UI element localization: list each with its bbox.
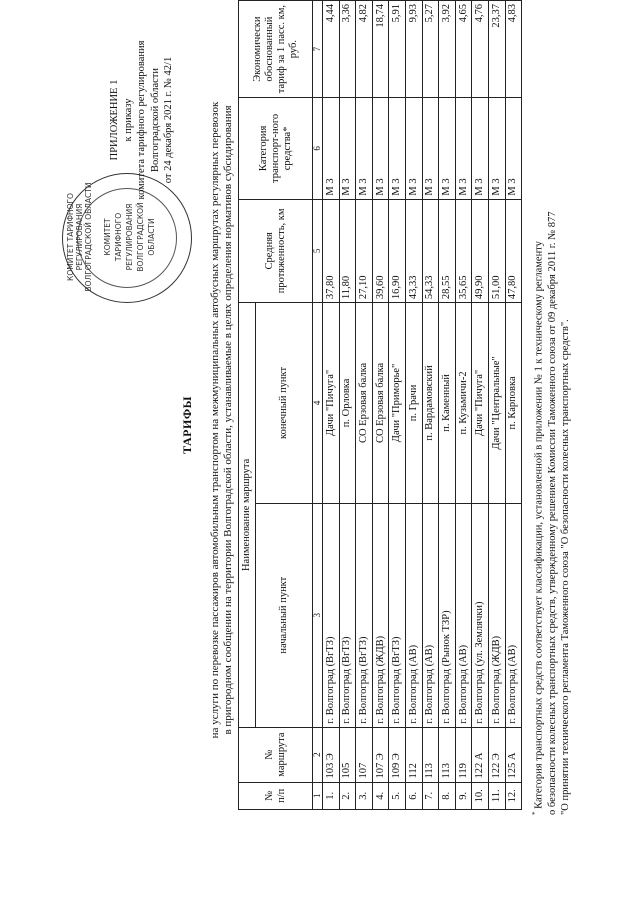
footnote-separator [521,660,522,810]
appendix-line-4: Волгоградской области [149,67,161,173]
start-point-cell: г. Волгоград (ВгТЗ) [389,503,406,727]
row-number-cell: 3. [356,782,373,809]
header-route-name: Наименование маршрута [239,303,256,728]
header-start-point: начальный пункт [256,503,313,727]
vehicle-category-cell: М 3 [488,98,505,199]
start-point-cell: г. Волгоград (Рынок ТЗР) [439,503,456,727]
footnote [529,5,572,815]
seal-center-line-5: ОБЛАСТИ [147,218,156,256]
average-length-cell: 51,00 [488,199,505,303]
end-point-cell: п. Вардамовский [422,303,439,504]
average-length-cell: 11,80 [339,199,356,303]
table-row [439,1,456,810]
tariff-table [238,0,522,810]
route-number-cell: 119 [455,727,472,782]
end-point-cell: п. Кузьмичи-2 [455,303,472,504]
tariff-cell: 4,76 [472,1,489,98]
seal-center-line-4: ВОЛГОГРАДСКОЙ [136,202,145,272]
start-point-cell: г. Волгоград (АВ) [455,503,472,727]
row-number-cell: 6. [405,782,422,809]
row-number-cell: 9. [455,782,472,809]
row-number-cell: 2. [339,782,356,809]
row-number-cell: 8. [439,782,456,809]
vehicle-category-cell: М 3 [356,98,373,199]
table-row [389,1,406,810]
table-row [356,1,373,810]
average-length-cell: 28,55 [439,199,456,303]
tariff-cell: 3,92 [439,1,456,98]
row-number-cell: 10. [472,782,489,809]
end-point-cell: Дачи "Пичуга" [472,303,489,504]
header-route-number: № маршрута [239,727,313,782]
route-number-cell: 112 [405,727,422,782]
end-point-cell: СО Ерзовая балка [372,303,389,504]
footnote-line-2: о безопасности колесных транспортных средств, утвержденному решением Комиссии Таможенного союза от 09 декабря 2011 г. № 877 [546,211,558,815]
tariff-cell: 5,27 [422,1,439,98]
document-subtitle [209,15,235,825]
seal-center-line-3: РЕГУЛИРОВАНИЯ [125,203,134,271]
tariff-cell: 18,74 [372,1,389,98]
end-point-cell: п. Грачи [405,303,422,504]
row-number-cell: 4. [372,782,389,809]
end-point-cell: СО Ерзовая балка [356,303,373,504]
table-row [405,1,422,810]
column-number-row [313,1,323,810]
start-point-cell: г. Волгоград (АВ) [505,503,522,727]
vehicle-category-cell: М 3 [405,98,422,199]
row-number-cell: 5. [389,782,406,809]
subtitle-line-2: в пригородном сообщении на территории Волгоградской области, устанавливаемые в целях определения нормативов субсидирования [222,105,234,735]
vehicle-category-cell: М 3 [505,98,522,199]
tariff-cell: 4,44 [323,1,340,98]
tariff-cell: 23,37 [488,1,505,98]
start-point-cell: г. Волгоград (ул. Землячки) [472,503,489,727]
route-number-cell: 125 А [505,727,522,782]
header-row-number: № п/п [239,782,313,809]
vehicle-category-cell: М 3 [372,98,389,199]
end-point-cell: п. Каменный [439,303,456,504]
route-number-cell: 122 Э [488,727,505,782]
start-point-cell: г. Волгоград (ВгТЗ) [323,503,340,727]
row-number-cell: 11. [488,782,505,809]
appendix-line-3: комитета тарифного регулирования [136,40,147,200]
tariff-cell: 9,93 [405,1,422,98]
row-number-cell: 7. [422,782,439,809]
average-length-cell: 47,80 [505,199,522,303]
vehicle-category-cell: М 3 [439,98,456,199]
table-row [488,1,505,810]
footnote-line-3: "О принятии технического регламента Таможенного союза "О безопасности колесных транспортных средств". [559,319,571,815]
row-number-cell: 12. [505,782,522,809]
appendix-line-1: ПРИЛОЖЕНИЕ 1 [109,79,120,161]
column-number: 6 [313,98,323,199]
header-average-length: Средняя протяженность, км [239,199,313,303]
column-number: 2 [313,727,323,782]
column-number: 3 [313,503,323,727]
seal-center-line-2: ТАРИФНОГО [114,212,123,262]
table-row [505,1,522,810]
vehicle-category-cell: М 3 [472,98,489,199]
route-number-cell: 109 Э [389,727,406,782]
table-row [372,1,389,810]
end-point-cell: п. Орловка [339,303,356,504]
appendix-line-2: к приказу [122,98,134,142]
header-tariff: Экономически обоснованный тариф за 1 пасс. км, руб. [239,1,313,98]
vehicle-category-cell: М 3 [323,98,340,199]
table-row [422,1,439,810]
end-point-cell: Дачи "Пичуга" [323,303,340,504]
appendix-line-5: от 24 декабря 2021 г. № 42/1 [163,56,174,184]
vehicle-category-cell: М 3 [455,98,472,199]
header-end-point: конечный пункт [256,303,313,504]
start-point-cell: г. Волгоград (АВ) [422,503,439,727]
average-length-cell: 16,90 [389,199,406,303]
average-length-cell: 49,90 [472,199,489,303]
table-row [455,1,472,810]
tariff-cell: 4,65 [455,1,472,98]
tariff-cell: 4,82 [356,1,373,98]
route-number-cell: 105 [339,727,356,782]
start-point-cell: г. Волгоград (ЖДВ) [372,503,389,727]
footnote-line-1 [529,5,546,815]
start-point-cell: г. Волгоград (ЖДВ) [488,503,505,727]
vehicle-category-cell: М 3 [339,98,356,199]
average-length-cell: 37,80 [323,199,340,303]
average-length-cell: 43,33 [405,199,422,303]
end-point-cell: Дачи "Центральные" [488,303,505,504]
average-length-cell: 35,65 [455,199,472,303]
document-title: ТАРИФЫ [180,396,194,454]
column-number: 4 [313,303,323,504]
tariff-cell: 5,91 [389,1,406,98]
vehicle-category-cell: М 3 [389,98,406,199]
route-number-cell: 107 [356,727,373,782]
tariff-cell: 4,83 [505,1,522,98]
average-length-cell: 54,33 [422,199,439,303]
tariff-cell: 3,36 [339,1,356,98]
end-point-cell: Дачи "Приморье" [389,303,406,504]
route-number-cell: 103 Э [323,727,340,782]
footnote-line-1-text: Категория транспортных средств соответствует классификации, установленной в приложении № 1 к техническому регламенту [533,241,545,809]
appendix-header [108,0,176,240]
start-point-cell: г. Волгоград (АВ) [405,503,422,727]
row-number-cell: 1. [323,782,340,809]
subtitle-line-1: на услуги по перевозке пассажиров автомобильным транспортом на межмуниципальных автобусных маршрутах регулярных перевозок [209,101,221,739]
vehicle-category-cell: М 3 [422,98,439,199]
end-point-cell: п. Карповка [505,303,522,504]
column-number: 1 [313,782,323,809]
start-point-cell: г. Волгоград (ВгТЗ) [339,503,356,727]
seal-center-line-1: КОМИТЕТ [103,218,112,256]
route-number-cell: 113 [439,727,456,782]
table-row [339,1,356,810]
average-length-cell: 39,60 [372,199,389,303]
route-number-cell: 122 А [472,727,489,782]
start-point-cell: г. Волгоград (ВгТЗ) [356,503,373,727]
column-number: 5 [313,199,323,303]
table-row [323,1,340,810]
column-number: 7 [313,1,323,98]
route-number-cell: 107 Э [372,727,389,782]
seal-ring-text: КОМИТЕТ ТАРИФНОГО РЕГУЛИРОВАНИЯ ВОЛГОГРАДСКОЙ ОБЛАСТИ [66,182,93,292]
header-vehicle-category: Категория транспорт-ного средства* [239,98,313,199]
table-row [472,1,489,810]
average-length-cell: 27,10 [356,199,373,303]
footnote-mark: * [531,811,539,815]
route-number-cell: 113 [422,727,439,782]
